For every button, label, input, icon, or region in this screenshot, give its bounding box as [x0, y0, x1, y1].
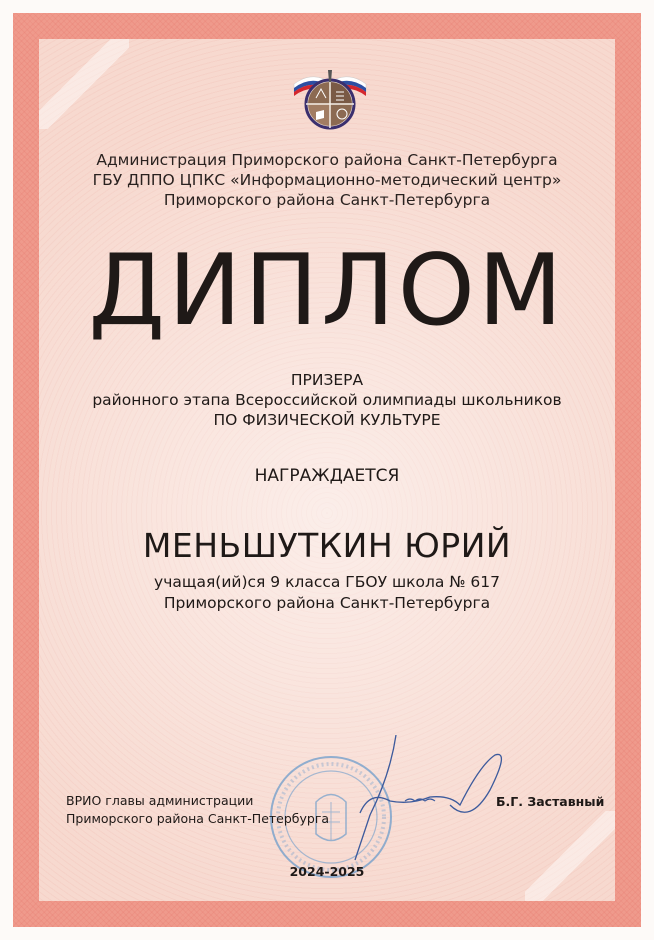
award-stage: районного этапа Всероссийской олимпиады школьников [92, 391, 562, 409]
signatory-name: Б.Г. Заставный [496, 794, 605, 809]
recipient-district: Приморского района Санкт-Петербурга [163, 594, 491, 612]
award-rank: ПРИЗЕРА [290, 371, 364, 389]
corner-ornament-bottom-right [525, 811, 615, 901]
diploma-title: ДИПЛОМ [88, 234, 566, 348]
signatory-position [66, 792, 329, 828]
issuer-header [0, 150, 654, 210]
signatory-position-line-2: Приморского района Санкт-Петербурга [66, 811, 330, 826]
academic-year: 2024-2025 [289, 864, 365, 879]
recipient-school: учащая(ий)ся 9 класса ГБОУ школа № 617 [154, 573, 500, 591]
recipient-details [0, 572, 654, 614]
award-subject: ПО ФИЗИЧЕСКОЙ КУЛЬТУРЕ [213, 411, 441, 429]
awarded-label: НАГРАЖДАЕТСЯ [254, 466, 400, 486]
award-description [0, 370, 654, 430]
issuer-line-2: ГБУ ДППО ЦПКС «Информационно-методический центр» [92, 171, 562, 189]
issuer-line-1: Администрация Приморского района Санкт-Петербурга [96, 151, 558, 169]
handwritten-signature-icon [330, 735, 520, 865]
olympiad-logo-icon [290, 62, 370, 132]
corner-ornament-top-left [39, 39, 129, 129]
recipient-name: МЕНЬШУТКИН ЮРИЙ [142, 526, 512, 565]
signatory-position-line-1: ВРИО главы администрации [66, 793, 254, 808]
issuer-line-3: Приморского района Санкт-Петербурга [163, 191, 491, 209]
